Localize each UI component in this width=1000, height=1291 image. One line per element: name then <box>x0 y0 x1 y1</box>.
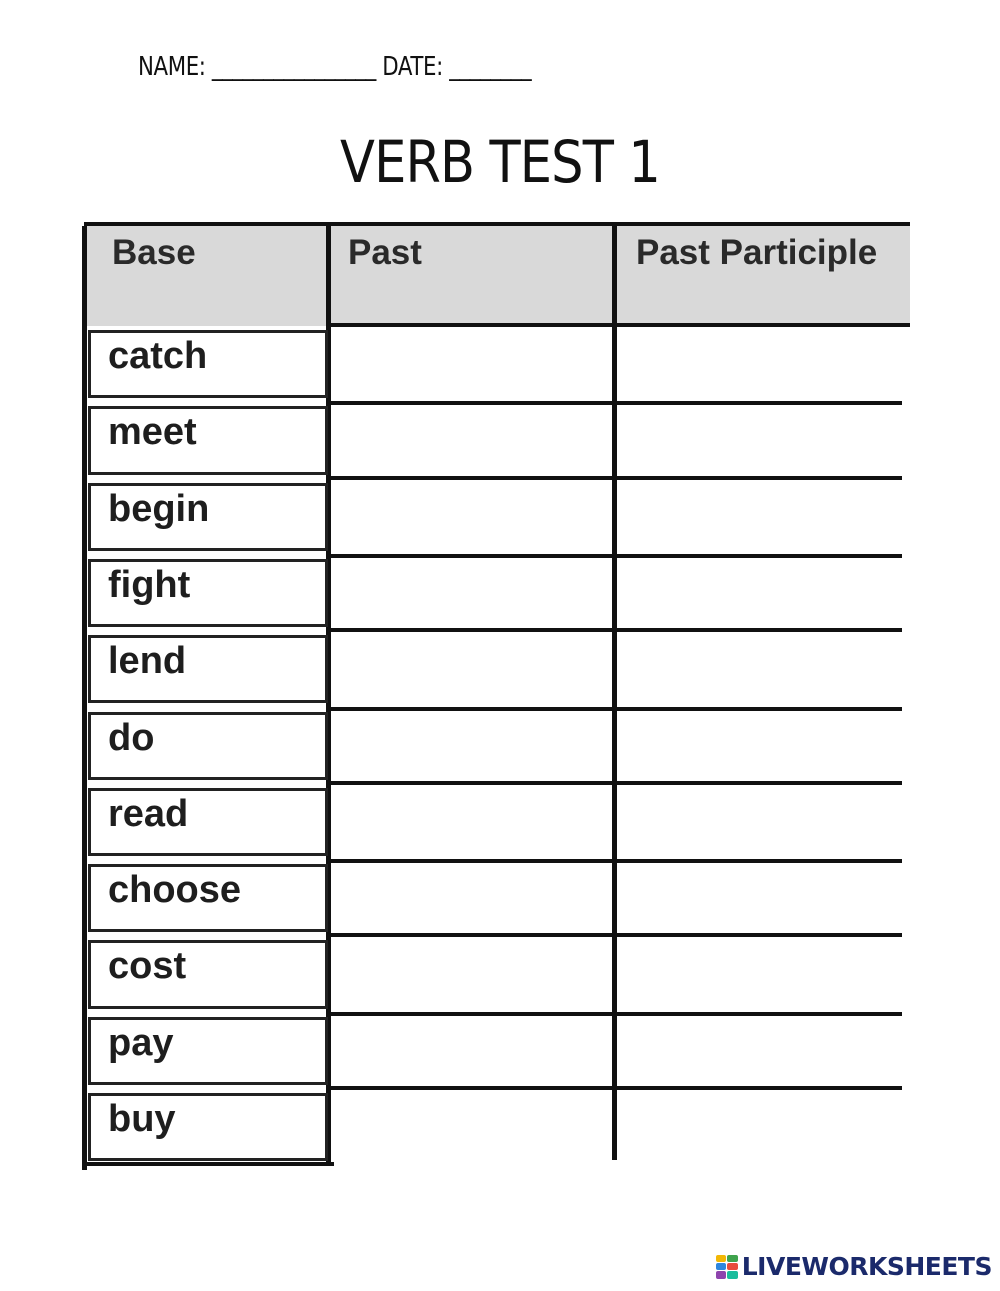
page-title: VERB TEST 1 <box>340 128 660 196</box>
past-answer-input[interactable] <box>338 639 608 701</box>
name-blank: ________________ <box>211 52 376 82</box>
liveworksheets-brand <box>716 1252 992 1281</box>
row-divider <box>328 707 902 711</box>
table-bottom-border <box>84 1162 334 1166</box>
past-participle-answer-input[interactable] <box>624 563 904 625</box>
logo-tile <box>727 1263 738 1270</box>
name-label: NAME: <box>138 52 206 82</box>
logo-tile <box>727 1271 738 1278</box>
row-divider <box>328 628 902 632</box>
past-participle-answer-input[interactable] <box>624 410 904 472</box>
base-verb: begin <box>108 487 210 530</box>
past-answer-input[interactable] <box>338 487 608 549</box>
brand-name: LIVEWORKSHEETS <box>741 1252 992 1281</box>
past-participle-answer-input[interactable] <box>624 868 904 930</box>
past-participle-answer-input[interactable] <box>624 944 904 1006</box>
base-verb: pay <box>108 1021 174 1064</box>
past-answer-input[interactable] <box>338 1021 608 1083</box>
past-answer-input[interactable] <box>338 868 608 930</box>
row-divider <box>328 323 910 327</box>
date-blank: ________ <box>449 52 532 82</box>
column-divider <box>612 222 617 1160</box>
row-divider <box>328 933 902 937</box>
row-divider <box>328 476 902 480</box>
column-header-past: Past <box>348 233 422 272</box>
base-verb: cost <box>108 945 187 988</box>
row-divider <box>328 859 902 863</box>
past-answer-input[interactable] <box>338 716 608 778</box>
past-participle-answer-input[interactable] <box>624 792 904 854</box>
base-verb: read <box>108 792 189 835</box>
base-verb: catch <box>108 335 208 377</box>
logo-tile <box>716 1255 727 1262</box>
base-verb: meet <box>108 411 197 454</box>
past-participle-answer-input[interactable] <box>624 639 904 701</box>
base-verb: lend <box>108 640 187 683</box>
logo-tile <box>716 1263 727 1270</box>
past-participle-answer-input[interactable] <box>624 1097 904 1159</box>
past-answer-input[interactable] <box>338 563 608 625</box>
liveworksheets-logo-icon <box>716 1255 738 1279</box>
verb-table <box>84 222 910 1166</box>
row-divider <box>328 781 902 785</box>
base-verb: fight <box>108 563 191 606</box>
column-header-past-participle: Past Participle <box>636 233 878 272</box>
column-divider <box>82 226 87 1170</box>
base-verb: buy <box>108 1098 176 1140</box>
name-date-line <box>138 52 531 82</box>
column-header-base: Base <box>112 233 196 272</box>
row-divider <box>328 1086 902 1090</box>
base-verb: choose <box>108 869 242 912</box>
past-answer-input[interactable] <box>338 1097 608 1159</box>
logo-tile <box>716 1271 727 1278</box>
past-answer-input[interactable] <box>338 792 608 854</box>
row-divider <box>328 1012 902 1016</box>
past-participle-answer-input[interactable] <box>624 487 904 549</box>
row-divider <box>328 554 902 558</box>
past-participle-answer-input[interactable] <box>624 1021 904 1083</box>
base-verb: do <box>108 716 155 759</box>
past-answer-input[interactable] <box>338 410 608 472</box>
logo-tile <box>727 1255 738 1262</box>
past-answer-input[interactable] <box>338 944 608 1006</box>
date-label: DATE: <box>382 52 443 82</box>
past-participle-answer-input[interactable] <box>624 334 904 396</box>
table-top-border <box>84 222 910 226</box>
past-participle-answer-input[interactable] <box>624 716 904 778</box>
row-divider <box>328 401 902 405</box>
past-answer-input[interactable] <box>338 334 608 396</box>
